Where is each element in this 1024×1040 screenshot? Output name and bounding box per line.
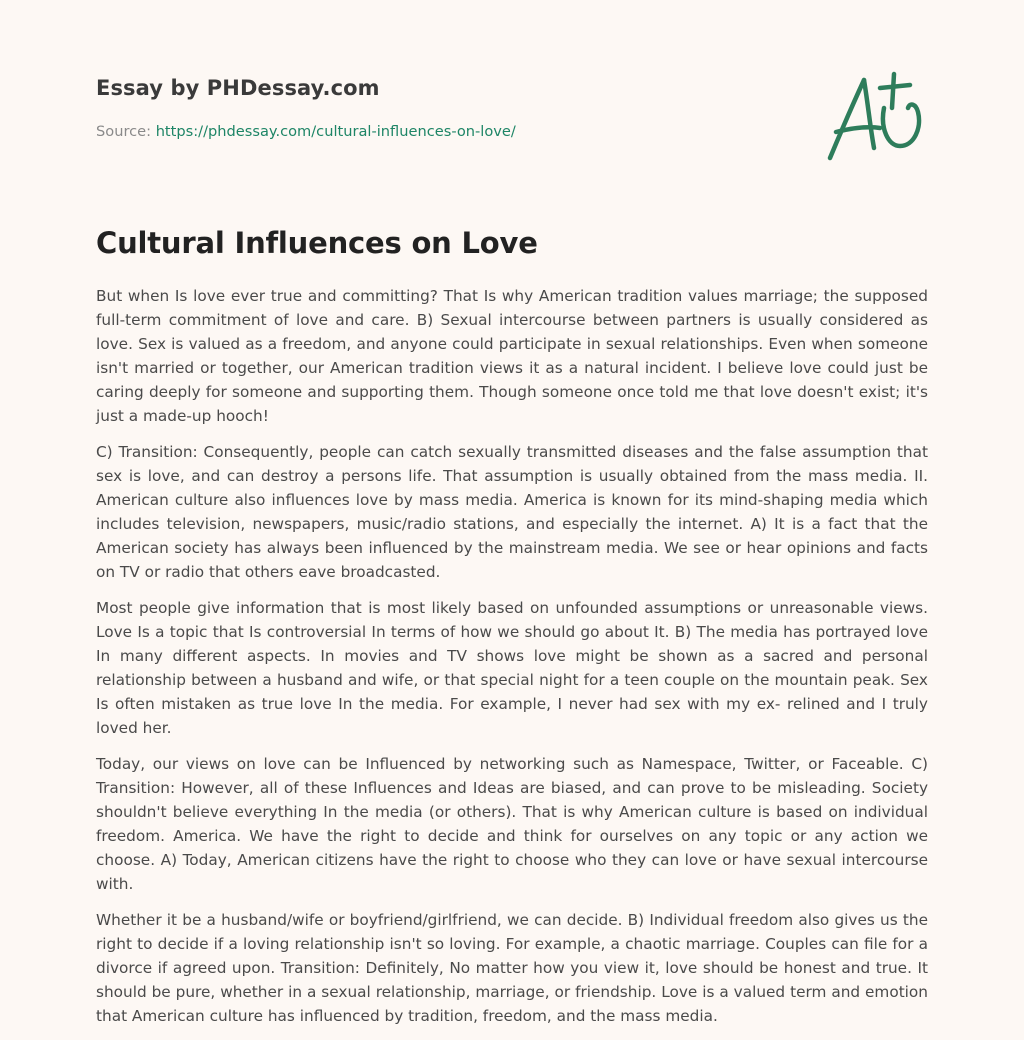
essay-paragraph: Today, our views on love can be Influenced by networking such as Namespace, Twitter, or Faceable. C) Transition: However, all of these Influences and Ideas are biased, and can prove to be misleading. Society shouldn't believe everything In the media (or others). That is why American culture is based on individual freedom. America. We have the right to decide and think for ourselves on any topic or any action we choose. A) Today, American citizens have the right to choose who they can love or have sexual intercourse with. [96,755,928,893]
source-label: Source: [96,123,152,140]
site-title: Essay by PHDessay.com [96,76,380,100]
essay-paragraph: Whether it be a husband/wife or boyfriend/girlfriend, we can decide. B) Individual freedom also gives us the right to decide if a loving relationship isn't so loving. For example, a chaotic marriage. Couples can file for a divorce if agreed upon. Transition: Definitely, No matter how you view it, love should be honest and true. It should be pure, whether in a sexual relationship, marriage, or friendship. Love is a valued term and emotion that American culture has influenced by tradition, freedom, and the mass media. [96,911,928,1025]
essay-paragraph: But when Is love ever true and committing? That Is why American tradition values marriage; the supposed full-term commitment of love and care. B) Sexual intercourse between partners is usually considered as love. Sex is valued as a freedom, and anyone could participate in sexual relationships. Even when someone isn't married or together, our American tradition views it as a natural incident. I believe love could just be caring deeply for someone and supporting them. Though someone once told me that love doesn't exist; it's just a made-up hooch! [96,287,928,425]
essay-paragraph: C) Transition: Consequently, people can catch sexually transmitted diseases and the false assumption that sex is love, and can destroy a persons life. That assumption is usually obtained from the mass media. II. American culture also influences love by mass media. America is known for its mind-shaping media which includes television, newspapers, music/radio stations, and especially the internet. A) It is a fact that the American society has always been influenced by the mainstream media. We see or hear opinions and facts on TV or radio that others eave broadcasted. [96,443,928,581]
source-link[interactable]: https://phdessay.com/cultural-influences-on-love/ [155,123,516,140]
essay-body [96,284,928,1040]
a-plus-logo-icon [822,68,926,164]
essay-title: Cultural Influences on Love [96,226,538,260]
essay-paragraph: Most people give information that is most likely based on unfounded assumptions or unreasonable views. Love Is a topic that Is controversial In terms of how we should go about It. B) The media has portrayed love In many different aspects. In movies and TV shows love might be shown as a sacred and personal relationship between a husband and wife, or that special night for a teen couple on the mountain peak. Sex Is often mistaken as true love In the media. For example, I never had sex with my ex- relined and I truly loved her. [96,599,928,737]
source-line [96,123,516,140]
